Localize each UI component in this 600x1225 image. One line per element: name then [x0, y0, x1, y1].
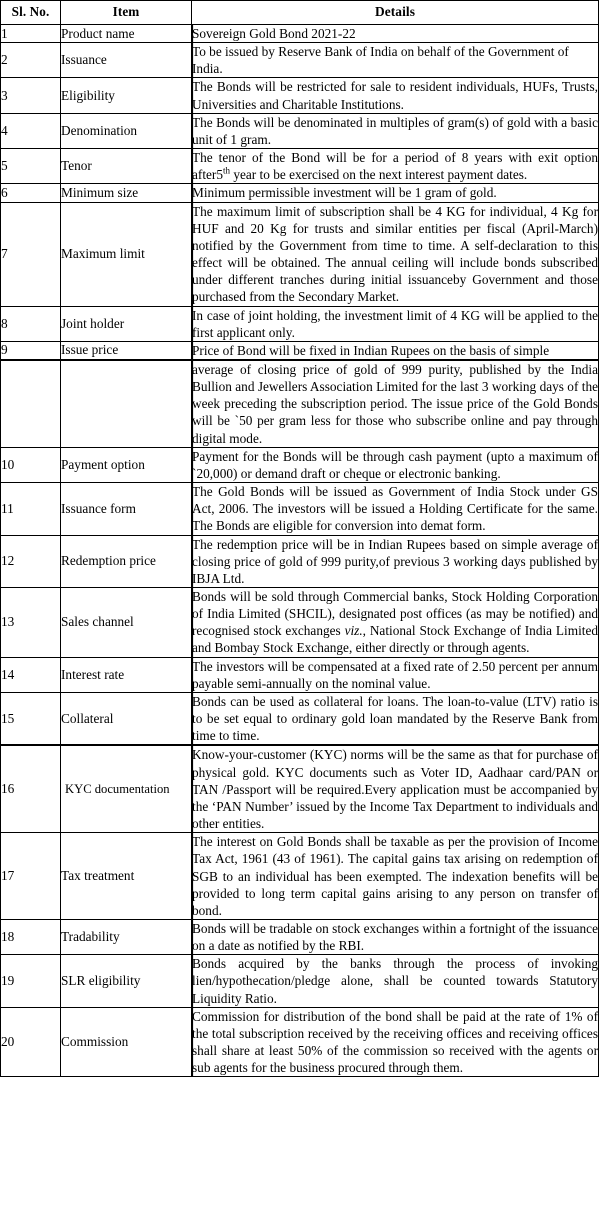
details-text-run: 50 per gram less for those who subscribe online and pay through digital mode. [192, 413, 598, 446]
cell-item: Minimum size [61, 184, 192, 202]
table-row [1, 657, 599, 692]
details-text-run: Bonds will be sold through Commercial banks, Stock Holding Corporation of India Limited (SHCIL), designated post offices (as may be notified) and recognised stock exchanges [192, 589, 598, 639]
cell-details [192, 149, 599, 184]
cell-item: Tenor [61, 149, 192, 184]
cell-item: Maximum limit [61, 202, 192, 306]
column-header-details: Details [192, 1, 599, 25]
details-text-run: year to be exercised on the next interest payment dates. [230, 167, 528, 183]
column-header-item: Item [61, 1, 192, 25]
cell-item: Issue price [61, 341, 192, 360]
cell-sl-no: 15 [1, 692, 61, 745]
cell-item: Collateral [61, 692, 192, 745]
cell-sl-no: 1 [1, 25, 61, 43]
table-row [1, 535, 599, 587]
cell-item: Product name [61, 25, 192, 43]
cell-details: The redemption price will be in Indian Rupees based on simple average of closing price of gold of 999 purity,of previous 3 working days published by IBJA Ltd. [192, 536, 598, 586]
table-row [1, 483, 599, 535]
table-header-row [1, 1, 599, 25]
cell-details: The Bonds will be denominated in multiples of gram(s) of gold with a basic unit of 1 gram. [192, 114, 598, 147]
cell-item: Tax treatment [61, 833, 192, 920]
cell-details: In case of joint holding, the investment limit of 4 KG will be applied to the first applicant only. [192, 307, 598, 340]
cell-item: Tradability [61, 919, 192, 954]
cell-item: KYC documentation [61, 745, 192, 832]
cell-item: Commission [61, 1007, 192, 1077]
cell-details [192, 588, 599, 658]
cell-details: The investors will be compensated at a fixed rate of 2.50 percent per annum payable semi-annually on the nominal value. [192, 658, 598, 691]
cell-sl-no: 9 [1, 341, 61, 360]
table-row [1, 306, 599, 341]
cell-details: Bonds can be used as collateral for loans. The loan-to-value (LTV) ratio is to be set equal to ordinary gold loan mandated by the Reserve Bank from time to time. [192, 692, 599, 745]
table-row [1, 360, 599, 447]
cell-item: Joint holder [61, 306, 192, 341]
cell-details: Price of Bond will be fixed in Indian Rupees on the basis of simple [192, 341, 599, 360]
cell-details: The Gold Bonds will be issued as Government of India Stock under GS Act, 2006. The investors will be issued a Holding Certificate for the same. The Bonds are eligible for conversion into demat form. [192, 484, 598, 534]
rupee-symbol-glyph: ` [192, 465, 197, 481]
cell-details: Commission for distribution of the bond shall be paid at the rate of 1% of the total subscription received by the receiving offices and receiving offices shall share at least 50% of the commission so received with the agents or sub agents for the business procured through them. [192, 1008, 598, 1076]
cell-sl-no: 16 [1, 745, 61, 832]
table-row [1, 955, 599, 1007]
cell-sl-no: 2 [1, 43, 61, 78]
table-row [1, 588, 599, 658]
rupee-symbol-glyph: ` [234, 413, 240, 429]
ordinal-superscript: th [223, 165, 231, 176]
cell-sl-no: 18 [1, 919, 61, 954]
cell-details [192, 360, 599, 447]
details-text-run: average of closing price of gold of 999 purity, published by the India Bullion and Jewellers Association Limited for the last 3 working days of the week preceding the subscription period. The issue price of the Gold Bonds will be [192, 361, 598, 429]
details-text-run: 20,000) or demand draft or cheque or electronic banking. [196, 465, 501, 481]
table-row [1, 25, 599, 43]
details-text-run: Payment for the Bonds will be through cash payment (upto a maximum of [192, 448, 598, 464]
cell-sl-no: 3 [1, 78, 61, 113]
cell-sl-no: 13 [1, 588, 61, 658]
cell-item: Denomination [61, 113, 192, 148]
cell-details: The interest on Gold Bonds shall be taxable as per the provision of Income Tax Act, 1961 (43 of 1961). The capital gains tax arising on redemption of SGB to an individual has been exempted. The indexation benefits will be provided to long term capital gains arising to any person on transfer of bond. [192, 834, 598, 918]
cell-item: Sales channel [61, 588, 192, 658]
table-body [1, 25, 599, 1077]
cell-item: Issuance [61, 43, 192, 78]
cell-item: Interest rate [61, 657, 192, 692]
cell-sl-no: 6 [1, 184, 61, 202]
cell-item [61, 360, 192, 447]
table-row [1, 202, 599, 306]
cell-sl-no: 4 [1, 113, 61, 148]
cell-sl-no: 19 [1, 955, 61, 1007]
cell-details: Sovereign Gold Bond 2021-22 [192, 25, 599, 43]
cell-item: Redemption price [61, 535, 192, 587]
table-row [1, 78, 599, 113]
table-row [1, 341, 599, 360]
cell-item: SLR eligibility [61, 955, 192, 1007]
cell-item: Eligibility [61, 78, 192, 113]
cell-item: Issuance form [61, 483, 192, 535]
table-row [1, 43, 599, 78]
cell-sl-no [1, 360, 61, 447]
table-row [1, 447, 599, 482]
table-row [1, 184, 599, 202]
details-italic-run: viz. [344, 623, 363, 639]
table-row [1, 692, 599, 745]
cell-item: Payment option [61, 447, 192, 482]
cell-details: Minimum permissible investment will be 1 gram of gold. [192, 184, 599, 202]
cell-sl-no: 20 [1, 1007, 61, 1077]
table-row [1, 919, 599, 954]
cell-sl-no: 7 [1, 202, 61, 306]
details-text-run: , National Stock Exchange of India Limited and Bombay Stock Exchange, either directly or through agents. [192, 623, 599, 656]
cell-details: The Bonds will be restricted for sale to resident individuals, HUFs, Trusts, Universities and Charitable Institutions. [192, 79, 598, 112]
cell-sl-no: 14 [1, 657, 61, 692]
cell-details: Know-your-customer (KYC) norms will be the same as that for purchase of physical gold. KYC documents such as Voter ID, Aadhaar card/PAN or TAN /Passport will be required.Every application must be accompanied by the ‘PAN Number’ issued by the Income Tax Department to individuals and other entities. [192, 747, 598, 832]
cell-sl-no: 10 [1, 447, 61, 482]
cell-details: Bonds will be tradable on stock exchanges within a fortnight of the issuance on a date as notified by the RBI. [192, 920, 598, 954]
details-text-run: The tenor of the Bond will be for a period of 8 years with exit option after5 [192, 150, 598, 183]
cell-sl-no: 8 [1, 306, 61, 341]
cell-details [192, 447, 599, 482]
cell-sl-no: 12 [1, 535, 61, 587]
cell-details: To be issued by Reserve Bank of India on behalf of the Government of India. [192, 43, 599, 78]
cell-sl-no: 11 [1, 483, 61, 535]
table-row [1, 745, 599, 832]
table-row [1, 1007, 599, 1077]
cell-details: The maximum limit of subscription shall be 4 KG for individual, 4 Kg for HUF and 20 Kg for trusts and similar entities per fiscal (April-March) notified by the Government from time to time. A self-declaration to this effect will be obtained. The annual ceiling will include bonds subscribed under different tranches during initial issuanceby Government and those purchased from the Secondary Market. [192, 203, 598, 305]
cell-sl-no: 5 [1, 149, 61, 184]
column-header-sl-no: Sl. No. [1, 1, 61, 25]
table-row [1, 833, 599, 920]
table-row [1, 113, 599, 148]
cell-details: Bonds acquired by the banks through the process of invoking lien/hypothecation/pledge alone, shall be counted towards Statutory Liquidity Ratio. [192, 956, 598, 1006]
table-row [1, 149, 599, 184]
cell-sl-no: 17 [1, 833, 61, 920]
